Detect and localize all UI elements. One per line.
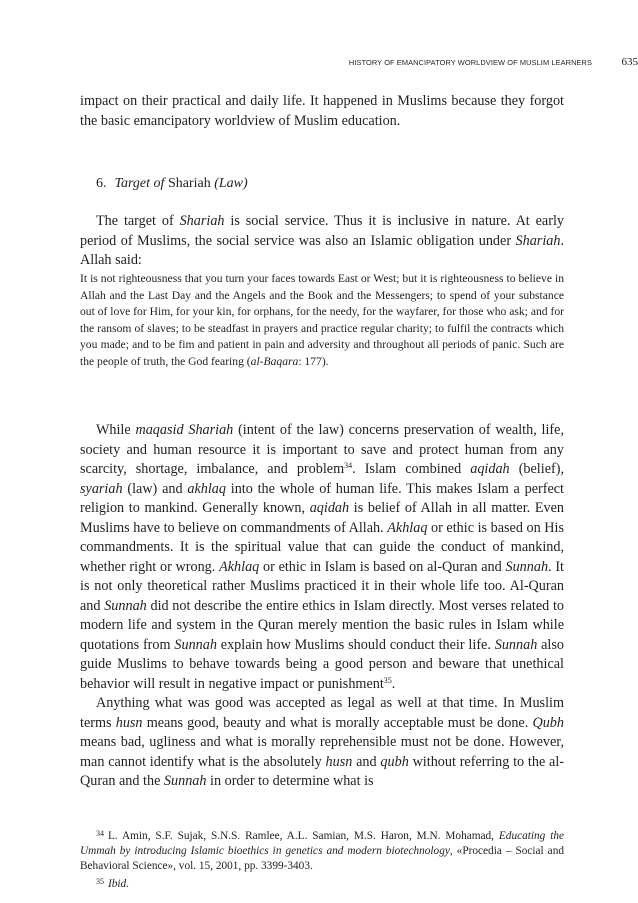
footnote-35 [80,874,564,892]
text-run: or ethic is based on His commandments. It is the spiritual value that can guide the conduct of mankind, whether right or wrong. [80,519,564,575]
text-run: means bad, ugliness and what is morally reprehensible must not be done. However, man cannot identify what is the absolutely [80,734,564,770]
text-run: While [96,422,136,438]
text-run: The target of [96,213,180,229]
term-husn: husn [115,714,143,731]
footnote-title: Educating the Ummah by introducing Islamic bioethics in genetics and modern biotechnology [80,830,565,857]
term-syariah: syariah [80,480,123,497]
footnote-authors: L. Amin, S.F. Sujak, S.N.S. Ramlee, A.L. Samian, M.S. Haron, M.N. Mohamad, [108,830,499,842]
footnotes [80,826,564,892]
term-aqidah: aqidah [470,461,510,477]
term-aqidah: aqidah [309,500,350,516]
text-run: . [391,675,396,692]
term-maqasid-shariah: maqasid Shariah [135,422,234,438]
term-akhlaq: Akhlaq [219,558,260,575]
footnote-ref-35[interactable]: 35 [383,675,392,685]
text-run: is social service. Thus it is inclusive in nature. At early period of Muslims, the social service was also an Islamic obligation under [80,213,564,249]
term-qubh: qubh [380,753,409,770]
section-number: 6. [96,176,107,191]
main-body [80,421,564,792]
text-run: into the whole of human life. This makes Islam a perfect religion to mankind. Generally known, [80,480,564,516]
heading-part-1: Target of [114,176,165,191]
term-shariah: Shariah [515,232,561,249]
text-run: explain how Muslims should conduct their life. [216,636,495,653]
text-run: (belief), [509,461,564,477]
term-sunnah: Sunnah [494,636,538,653]
term-sunnah: Sunnah [505,558,549,575]
text-run: (law) and [122,480,188,497]
term-husn: husn [325,753,353,770]
text-run: . It is not only theoretical rather Muslims practiced it in their whole life too. Al-Quran and [80,558,565,614]
footnote-ref-34[interactable]: 34 [344,461,353,470]
text-run: in order to determine what is [206,773,374,789]
text-run: did not describe the entire ethics in Islam directly. Most verses related to modern life and system in the Quran merely mention the basic rules in Islam while quotations from [80,597,564,653]
footnote-ibid: Ibid. [108,878,130,890]
text-run: also guide Muslims to behave towards being a good person and beware that unethical behavior will result in negative impact or punishment [80,636,564,692]
footnote-34 [80,826,564,874]
text-run: without referring to the al-Quran and the [80,753,564,789]
text-run: . Allah said: [80,232,564,268]
footnote-marker: 34 [96,829,104,838]
heading-part-2: Shariah [167,176,211,191]
text-run: is belief of Allah in all matter. Even Muslims have to believe on commandments of Allah. [80,500,564,536]
term-qubh: Qubh [532,714,564,731]
text-run: and [352,753,381,770]
quote-text: It is not righteousness that you turn your faces towards East or West; but it is righteousness to believe in Allah and the Last Day and the Angels and the Book and the Messengers; to spend of your substance out of love for Him, for your kin, for orphans, for the needy, for the wayfarer, for those who ask; and for the ransom of slaves; to be steadfast in prayers and practice regular charity; to fulfil the contracts which you made; and to be fim and patient in pain and adversity and throughout all periods of panic. Such are the people of truth, the God fearing ( [80,272,564,368]
section-heading [96,176,248,192]
text-run: Anything what was good was accepted as legal as well at that time. In Muslim terms [80,695,564,731]
page-number: 635 [621,56,638,68]
running-title: HISTORY OF EMANCIPATORY WORLDVIEW OF MUSLIM LEARNERS [348,58,592,67]
term-sunnah: Sunnah [163,773,207,789]
text-run: (intent of the law) concerns preservation of wealth, life, society and human resource it is important to save and protect human from any scarcity, shortage, imbalance, and problem [80,422,564,477]
text-run: . Islam combined [352,461,471,477]
paragraph-maqasid [80,421,564,694]
quote-reference: : 177). [298,354,329,368]
paragraph-continuation: impact on their practical and daily life. It happened in Muslims because they forgot the basic emancipatory worldview of Muslim education. [80,93,564,129]
term-sunnah: Sunnah [174,636,217,653]
paragraph-husn-qubh [80,694,564,792]
footnote-marker: 35 [96,877,104,886]
term-akhlaq: akhlaq [187,480,226,497]
term-sunnah: Sunnah [104,597,147,614]
paragraph-target-of-shariah [80,212,564,271]
heading-part-3: (Law) [214,176,248,191]
quote-source: al-Baqara [250,354,299,368]
block-quote [80,271,564,370]
term-akhlaq: Akhlaq [387,519,428,536]
text-run: or ethic in Islam is based on al-Quran and [259,558,506,575]
text-run: means good, beauty and what is morally acceptable must be done. [142,714,533,731]
term-shariah: Shariah [179,213,225,229]
running-head [0,56,638,70]
footnote-source: , «Procedia – Social and Behavioral Science», vol. 15, 2001, pp. 3399-3403. [80,845,564,872]
